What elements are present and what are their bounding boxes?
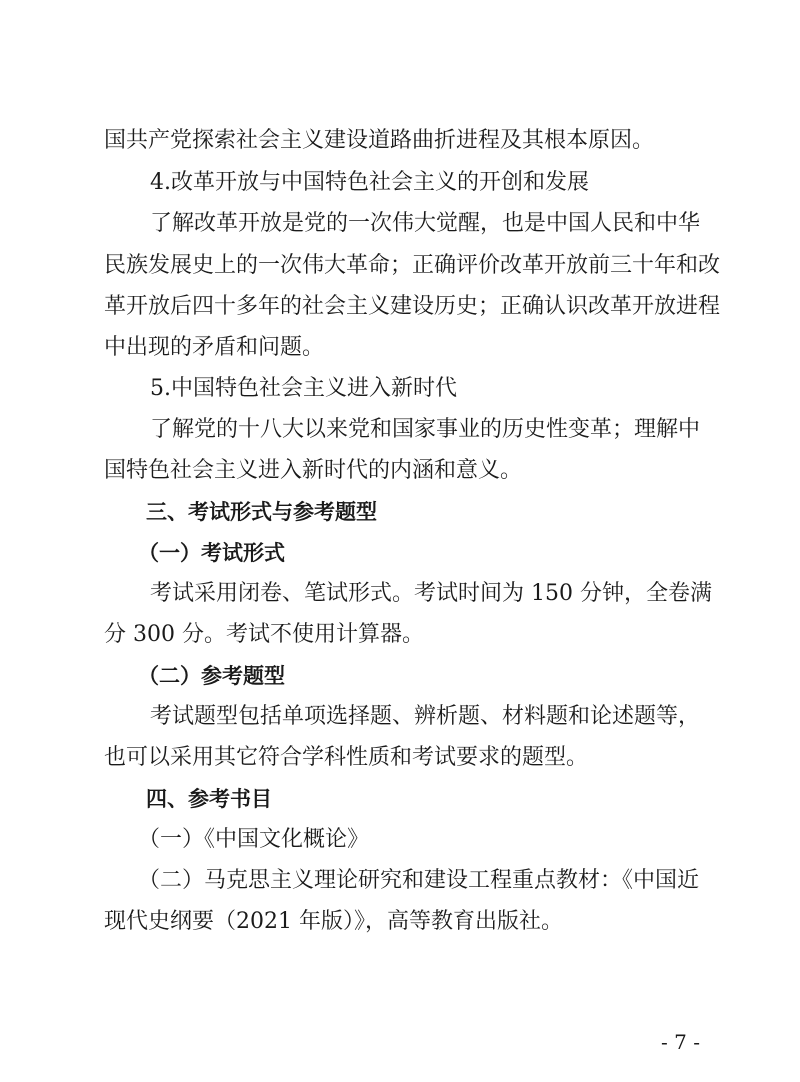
paragraph-line: 了解改革开放是党的一次伟大觉醒，也是中国人民和中华 (150, 211, 701, 236)
reference-item: （一）《中国文化概论》 (138, 827, 370, 852)
subheading-5: 5.中国特色社会主义进入新时代 (150, 376, 457, 401)
paragraph-line: 中出现的矛盾和问题。 (104, 335, 325, 360)
reference-item: （二）马克思主义理论研究和建设工程重点教材：《中国近 (138, 868, 700, 893)
paragraph-line: 也可以采用其它符合学科性质和考试要求的题型。 (104, 745, 589, 770)
page-number: - 7 - (661, 1030, 700, 1054)
paragraph-line: 分 300 分。考试不使用计算器。 (104, 622, 424, 647)
reference-item-continued: 现代史纲要（2021 年版）》，高等教育出版社。 (104, 909, 563, 934)
paragraph-line: 国共产党探索社会主义建设道路曲折进程及其根本原因。 (104, 128, 655, 153)
paragraph-line: 了解党的十八大以来党和国家事业的历史性变革；理解中 (150, 417, 701, 442)
subsection-heading: （一）考试形式 (138, 541, 285, 565)
paragraph-line: 考试采用闭卷、笔试形式。考试时间为 150 分钟，全卷满 (150, 581, 712, 606)
section-heading-3: 三、考试形式与参考题型 (146, 500, 377, 524)
paragraph-line: 革开放后四十多年的社会主义建设历史；正确认识改革开放进程 (104, 294, 721, 319)
subsection-heading: （二）参考题型 (138, 664, 285, 688)
paragraph-line: 民族发展史上的一次伟大革命；正确评价改革开放前三十年和改 (104, 253, 721, 278)
paragraph-line: 国特色社会主义进入新时代的内涵和意义。 (104, 458, 523, 483)
section-heading-4: 四、参考书目 (146, 787, 272, 811)
subheading-4: 4.改革开放与中国特色社会主义的开创和发展 (150, 170, 589, 195)
paragraph-line: 考试题型包括单项选择题、辨析题、材料题和论述题等， (150, 704, 701, 729)
